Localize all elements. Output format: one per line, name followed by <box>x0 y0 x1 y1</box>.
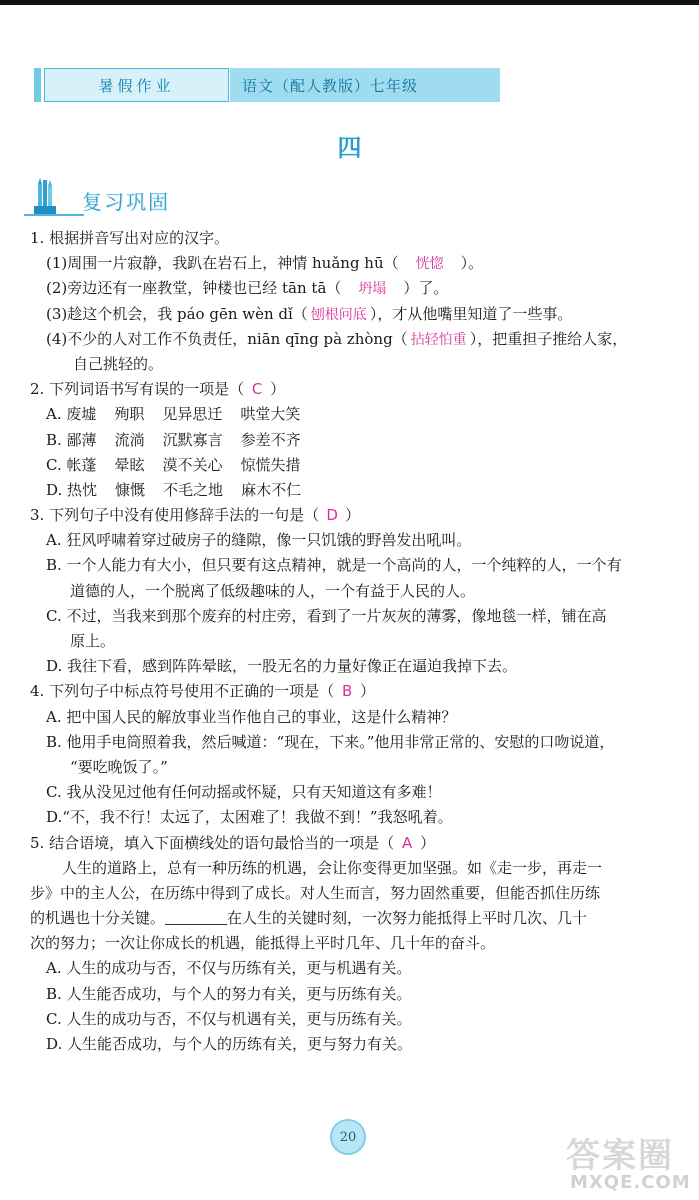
q4-option-c: C. 我从没见过他有任何动摇或怀疑，只有天知道这有多难！ <box>46 783 442 802</box>
header-left-title: 暑假作业 <box>44 68 229 102</box>
q2-c-1: C. 帐蓬 <box>46 455 97 474</box>
q3-option-a: A. 狂风呼啸着穿过破房子的缝隙，像一只饥饿的野兽发出吼叫。 <box>46 531 472 550</box>
q1-item-3-answer: 刨根问底 <box>310 306 367 323</box>
q3-option-c: C. 不过，当我来到那个废弃的村庄旁，看到了一片灰灰的薄雾，像地毯一样，铺在高 <box>46 606 607 625</box>
q4-option-b-cont: “要吃晚饭了。” <box>70 757 168 776</box>
q4-stem <box>30 679 672 704</box>
q3-stem <box>30 503 672 528</box>
q3-option-d: D. 我往下看，感到阵阵晕眩，一股无名的力量好像正在逼迫我掉下去。 <box>46 657 518 676</box>
q2-answer: C <box>251 380 263 399</box>
q2-option-b <box>30 428 672 453</box>
q2-stem-post: ） <box>270 380 286 399</box>
q2-option-d <box>30 478 672 503</box>
page-number: 20 <box>330 1119 366 1155</box>
exercise-content <box>30 226 672 1057</box>
q1-item-3-text: (3)趁这个机会，我 páo gēn wèn dǐ（ <box>46 304 308 323</box>
q1-item-2-answer: 坍塌 <box>358 281 387 298</box>
q5-option-d: D. 人生能否成功，与个人的历练有关，更与努力有关。 <box>46 1035 413 1053</box>
watermark-logo: 答案圈 <box>566 1136 674 1176</box>
q5-option-b: B. 人生能否成功，与个人的努力有关，更与历练有关。 <box>46 984 412 1003</box>
q5-blank-line <box>165 909 227 925</box>
q1-item-4-answer: 拈轻怕重 <box>410 331 467 348</box>
q2-a-4: 哄堂大笑 <box>240 405 301 424</box>
q4-stem-post: ） <box>360 682 376 701</box>
q2-a-3: 见异思迁 <box>162 405 223 424</box>
q1-item-2-text: (2)旁边还有一座教堂，钟楼也已经 tān tā（ <box>46 279 342 298</box>
q1-item-4-post: ），把重担子推给人家， <box>469 329 628 348</box>
q5-passage-line-4: 次的努力；一次让你成长的机遇，能抵得上平时几年、几十年的奋斗。 <box>30 934 496 953</box>
q2-a-1: A. 废墟 <box>46 405 97 424</box>
q5-option-c: C. 人生的成功与否，不仅与机遇有关，更与历练有关。 <box>46 1009 412 1028</box>
q1-item-2 <box>30 276 672 301</box>
q2-c-4: 惊慌失措 <box>240 455 301 474</box>
pencils-icon <box>24 176 84 220</box>
q2-a-2: 殉职 <box>114 405 145 424</box>
q5-passage-line-3-pre: 的机遇也十分关键。 <box>30 909 166 928</box>
page-header <box>34 68 500 102</box>
q3-stem-post: ） <box>345 506 361 525</box>
q1-item-4-text: (4)不少的人对工作不负责任，niān qīng pà zhòng（ <box>46 329 408 348</box>
q5-passage-line-1: 人生的道路上，总有一种历练的机遇，会让你变得更加坚强。如《走一步，再走一 <box>62 858 603 877</box>
q4-option-a: A. 把中国人民的解放事业当作他自己的事业，这是什么精神？ <box>46 707 457 726</box>
q5-stem-text: 5. 结合语境，填入下面横线处的语句最恰当的一项是（ <box>30 833 395 852</box>
q3-answer: D <box>326 506 338 525</box>
header-edge <box>34 68 41 102</box>
q2-d-3: 不毛之地 <box>163 480 224 499</box>
section-number: 四 <box>337 134 362 162</box>
q2-b-1: B. 鄙薄 <box>46 430 97 449</box>
q2-d-1: D. 热忱 <box>46 480 98 499</box>
q2-c-3: 漠不关心 <box>162 455 223 474</box>
watermark-url: MXQE.COM <box>570 1172 691 1193</box>
q1-item-4-cont: 自己挑轻的。 <box>73 354 164 373</box>
q2-c-2: 晕眩 <box>114 455 145 474</box>
q2-d-4: 麻木不仁 <box>241 480 302 499</box>
q5-answer: A <box>401 833 413 852</box>
q2-option-a <box>30 402 672 427</box>
header-right-title: 语文（配人教版）七年级 <box>230 68 500 102</box>
q5-passage-line-3 <box>30 906 672 931</box>
q5-stem <box>30 831 672 856</box>
q1-item-1 <box>30 251 672 276</box>
q1-item-4 <box>30 327 672 352</box>
q1-item-1-text: (1)周围一片寂静，我趴在岩石上，神情 huǎng hū（ <box>46 254 399 273</box>
q2-b-4: 参差不齐 <box>240 430 301 449</box>
q2-stem <box>30 377 672 402</box>
q4-option-d: D.“不，我不行！太远了，太困难了！我做不到！”我怒吼着。 <box>46 808 453 827</box>
review-heading <box>24 176 224 220</box>
q3-stem-text: 3. 下列句子中没有使用修辞手法的一句是（ <box>30 506 320 525</box>
q3-option-b-cont: 道德的人，一个脱离了低级趣味的人，一个有益于人民的人。 <box>70 581 476 600</box>
q1-item-1-post: ）。 <box>460 254 484 273</box>
q1-item-3 <box>30 302 672 327</box>
top-border <box>0 0 699 5</box>
q5-passage-line-3-post: 在人生的关键时刻，一次努力能抵得上平时几次、几十 <box>227 909 588 928</box>
review-label: 复习巩固 <box>82 190 170 214</box>
q2-stem-text: 2. 下列词语书写有误的一项是（ <box>30 380 245 399</box>
q1-item-1-answer: 恍惚 <box>415 256 444 273</box>
q3-option-b: B. 一个人能力有大小，但只要有这点精神，就是一个高尚的人，一个纯粹的人，一个有 <box>46 556 622 575</box>
q5-stem-post: ） <box>420 833 436 852</box>
q1-stem: 1. 根据拼音写出对应的汉字。 <box>30 229 230 247</box>
q4-option-b: B. 他用手电筒照着我，然后喊道：“现在，下来。”他用非常正常的、安慰的口吻说道， <box>46 732 615 751</box>
q4-stem-text: 4. 下列句子中标点符号使用不正确的一项是（ <box>30 682 335 701</box>
q4-answer: B <box>341 682 353 701</box>
q1-item-3-post: ），才从他嘴里知道了一些事。 <box>369 304 573 323</box>
q2-b-2: 流淌 <box>114 430 145 449</box>
q5-option-a: A. 人生的成功与否，不仅与历练有关，更与机遇有关。 <box>46 959 412 978</box>
q2-b-3: 沉默寡言 <box>162 430 223 449</box>
q5-passage-line-2: 步》中的主人公，在历练中得到了成长。对人生而言，努力固然重要，但能否抓住历练 <box>30 883 601 902</box>
q2-option-c <box>30 453 672 478</box>
q2-d-2: 慷慨 <box>115 480 146 499</box>
q3-option-c-cont: 原上。 <box>70 632 116 650</box>
q1-item-2-post: ）了。 <box>403 279 449 298</box>
